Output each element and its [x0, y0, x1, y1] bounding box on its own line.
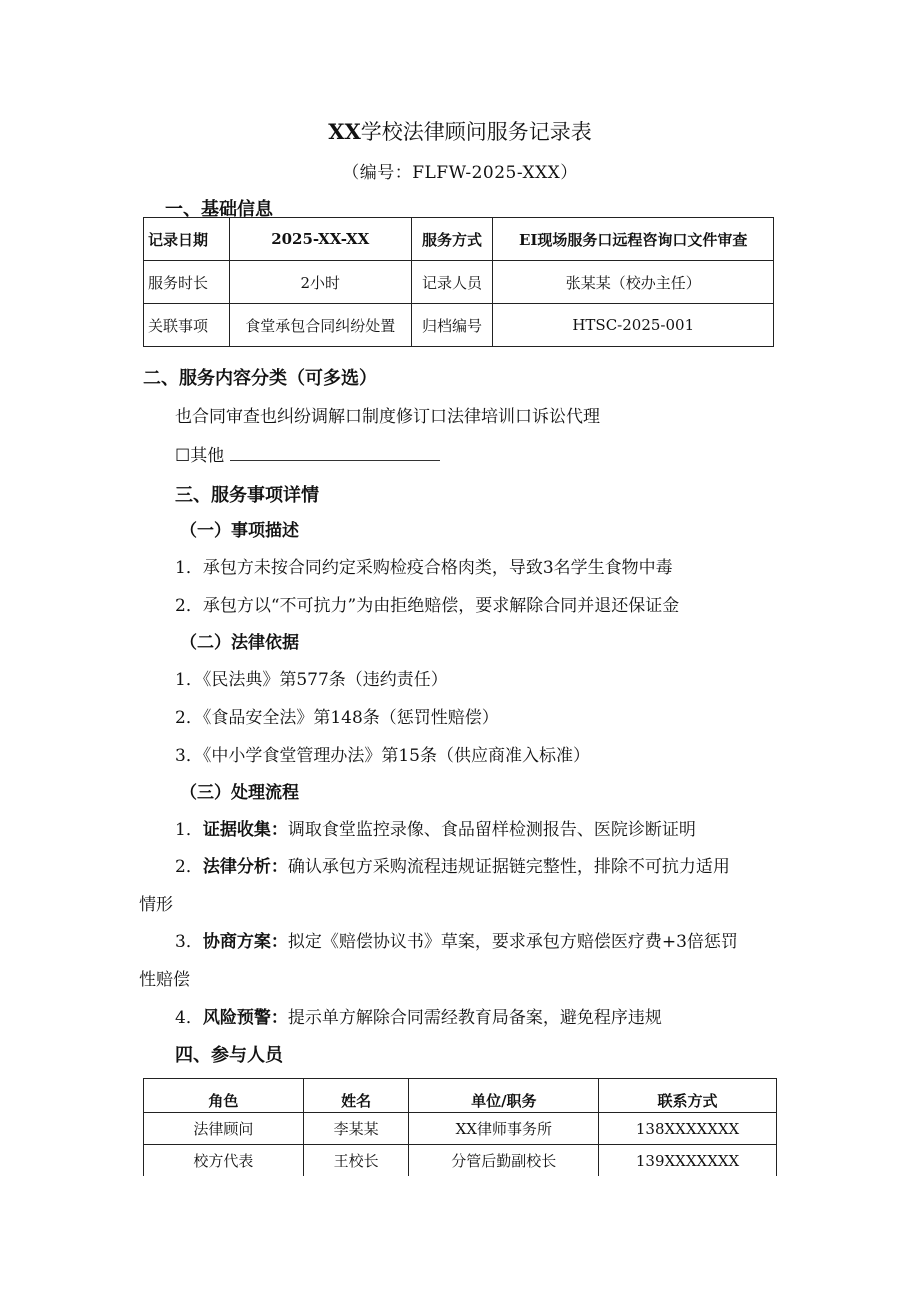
- section-3-heading: 三、服务事项详情: [175, 485, 319, 506]
- column-header: 联系方式: [599, 1079, 777, 1113]
- item-number: 2．: [175, 857, 203, 877]
- other-blank-line: [230, 446, 440, 461]
- column-header: 单位/职务: [409, 1079, 599, 1113]
- value-cell: 2小时: [229, 261, 411, 304]
- table-cell: 139XXXXXXX: [599, 1145, 777, 1177]
- table-row: [144, 218, 774, 261]
- list-item: 1．承包方未按合同约定采购检疫合格肉类，导致3名学生食物中毒: [175, 558, 673, 578]
- subsection-description: （一）事项描述: [180, 521, 299, 541]
- label-cell: 关联事项: [144, 304, 230, 347]
- item-text: 确认承包方采购流程违规证据链完整性，排除不可抗力适用: [287, 857, 730, 877]
- label-cell: 记录日期: [144, 218, 230, 261]
- list-item: 2．《食品安全法》第148条（惩罚性赔偿）: [175, 708, 499, 728]
- list-item: [175, 1003, 662, 1028]
- item-number: 4．: [175, 1008, 203, 1028]
- label-cell: 服务时长: [144, 261, 230, 304]
- table-cell: XX律师事务所: [409, 1113, 599, 1145]
- list-item: [175, 852, 730, 877]
- column-header: 角色: [144, 1079, 304, 1113]
- list-item: 3．《中小学食堂管理办法》第15条（供应商准入标准）: [175, 746, 590, 766]
- item-key: 证据收集：: [202, 820, 288, 840]
- service-type-options: 也合同审查也纠纷调解口制度修订口法律培训口诉讼代理: [175, 407, 600, 427]
- item-number: 3．: [175, 932, 203, 952]
- value-cell: 2025-XX-XX: [229, 218, 411, 261]
- item-key: 法律分析：: [202, 857, 288, 877]
- other-option: [175, 441, 440, 466]
- table-cell: 王校长: [303, 1145, 409, 1177]
- item-text: 调取食堂监控录像、食品留样检测报告、医院诊断证明: [287, 820, 696, 840]
- value-cell: EI现场服务口远程咨询口文件审查: [493, 218, 774, 261]
- table-cell: 法律顾问: [144, 1113, 304, 1145]
- item-number: 1．: [175, 820, 203, 840]
- item-key: 风险预警：: [202, 1008, 288, 1028]
- item-text: 拟定《赔偿协议书》草案，要求承包方赔偿医疗费+3倍惩罚: [287, 932, 738, 952]
- value-cell: 食堂承包合同纠纷处置: [229, 304, 411, 347]
- label-cell: 归档编号: [411, 304, 493, 347]
- doc-number: （编号：FLFW-2025-XXX）: [342, 163, 578, 183]
- item-key: 协商方案：: [202, 932, 288, 952]
- table-cell: 校方代表: [144, 1145, 304, 1177]
- table-row: [144, 304, 774, 347]
- table-cell: 分管后勤副校长: [409, 1145, 599, 1177]
- section-1-heading: 一、基础信息: [165, 199, 273, 220]
- page-title: [0, 116, 920, 146]
- participants-table: [143, 1078, 777, 1176]
- title-text: 学校法律顾问服务记录表: [360, 120, 592, 144]
- value-cell: 张某某（校办主任）: [493, 261, 774, 304]
- other-label: ☐其他: [175, 446, 225, 466]
- list-item-continuation: 性赔偿: [139, 970, 190, 990]
- table-row: [144, 261, 774, 304]
- table-row: [144, 1113, 777, 1145]
- column-header: 姓名: [303, 1079, 409, 1113]
- subsection-legal-basis: （二）法律依据: [180, 633, 299, 653]
- item-text: 提示单方解除合同需经教育局备案，避免程序违规: [287, 1008, 662, 1028]
- label-cell: 记录人员: [411, 261, 493, 304]
- value-cell: HTSC-2025-001: [493, 304, 774, 347]
- table-cell: 李某某: [303, 1113, 409, 1145]
- list-item: 2．承包方以“不可抗力”为由拒绝赔偿，要求解除合同并退还保证金: [175, 596, 680, 616]
- table-row: [144, 1145, 777, 1177]
- section-2-heading: 二、服务内容分类（可多选）: [143, 368, 377, 389]
- label-cell: 服务方式: [411, 218, 493, 261]
- list-item: [175, 927, 738, 952]
- list-item-continuation: 情形: [139, 895, 173, 915]
- subsection-process: （三）处理流程: [180, 783, 299, 803]
- title-prefix: XX: [328, 119, 361, 144]
- table-cell: 138XXXXXXX: [599, 1113, 777, 1145]
- list-item: [175, 815, 696, 840]
- table-header-row: [144, 1079, 777, 1113]
- section-4-heading: 四、参与人员: [175, 1045, 283, 1066]
- basic-info-table: [143, 217, 774, 347]
- list-item: 1．《民法典》第577条（违约责任）: [175, 670, 448, 690]
